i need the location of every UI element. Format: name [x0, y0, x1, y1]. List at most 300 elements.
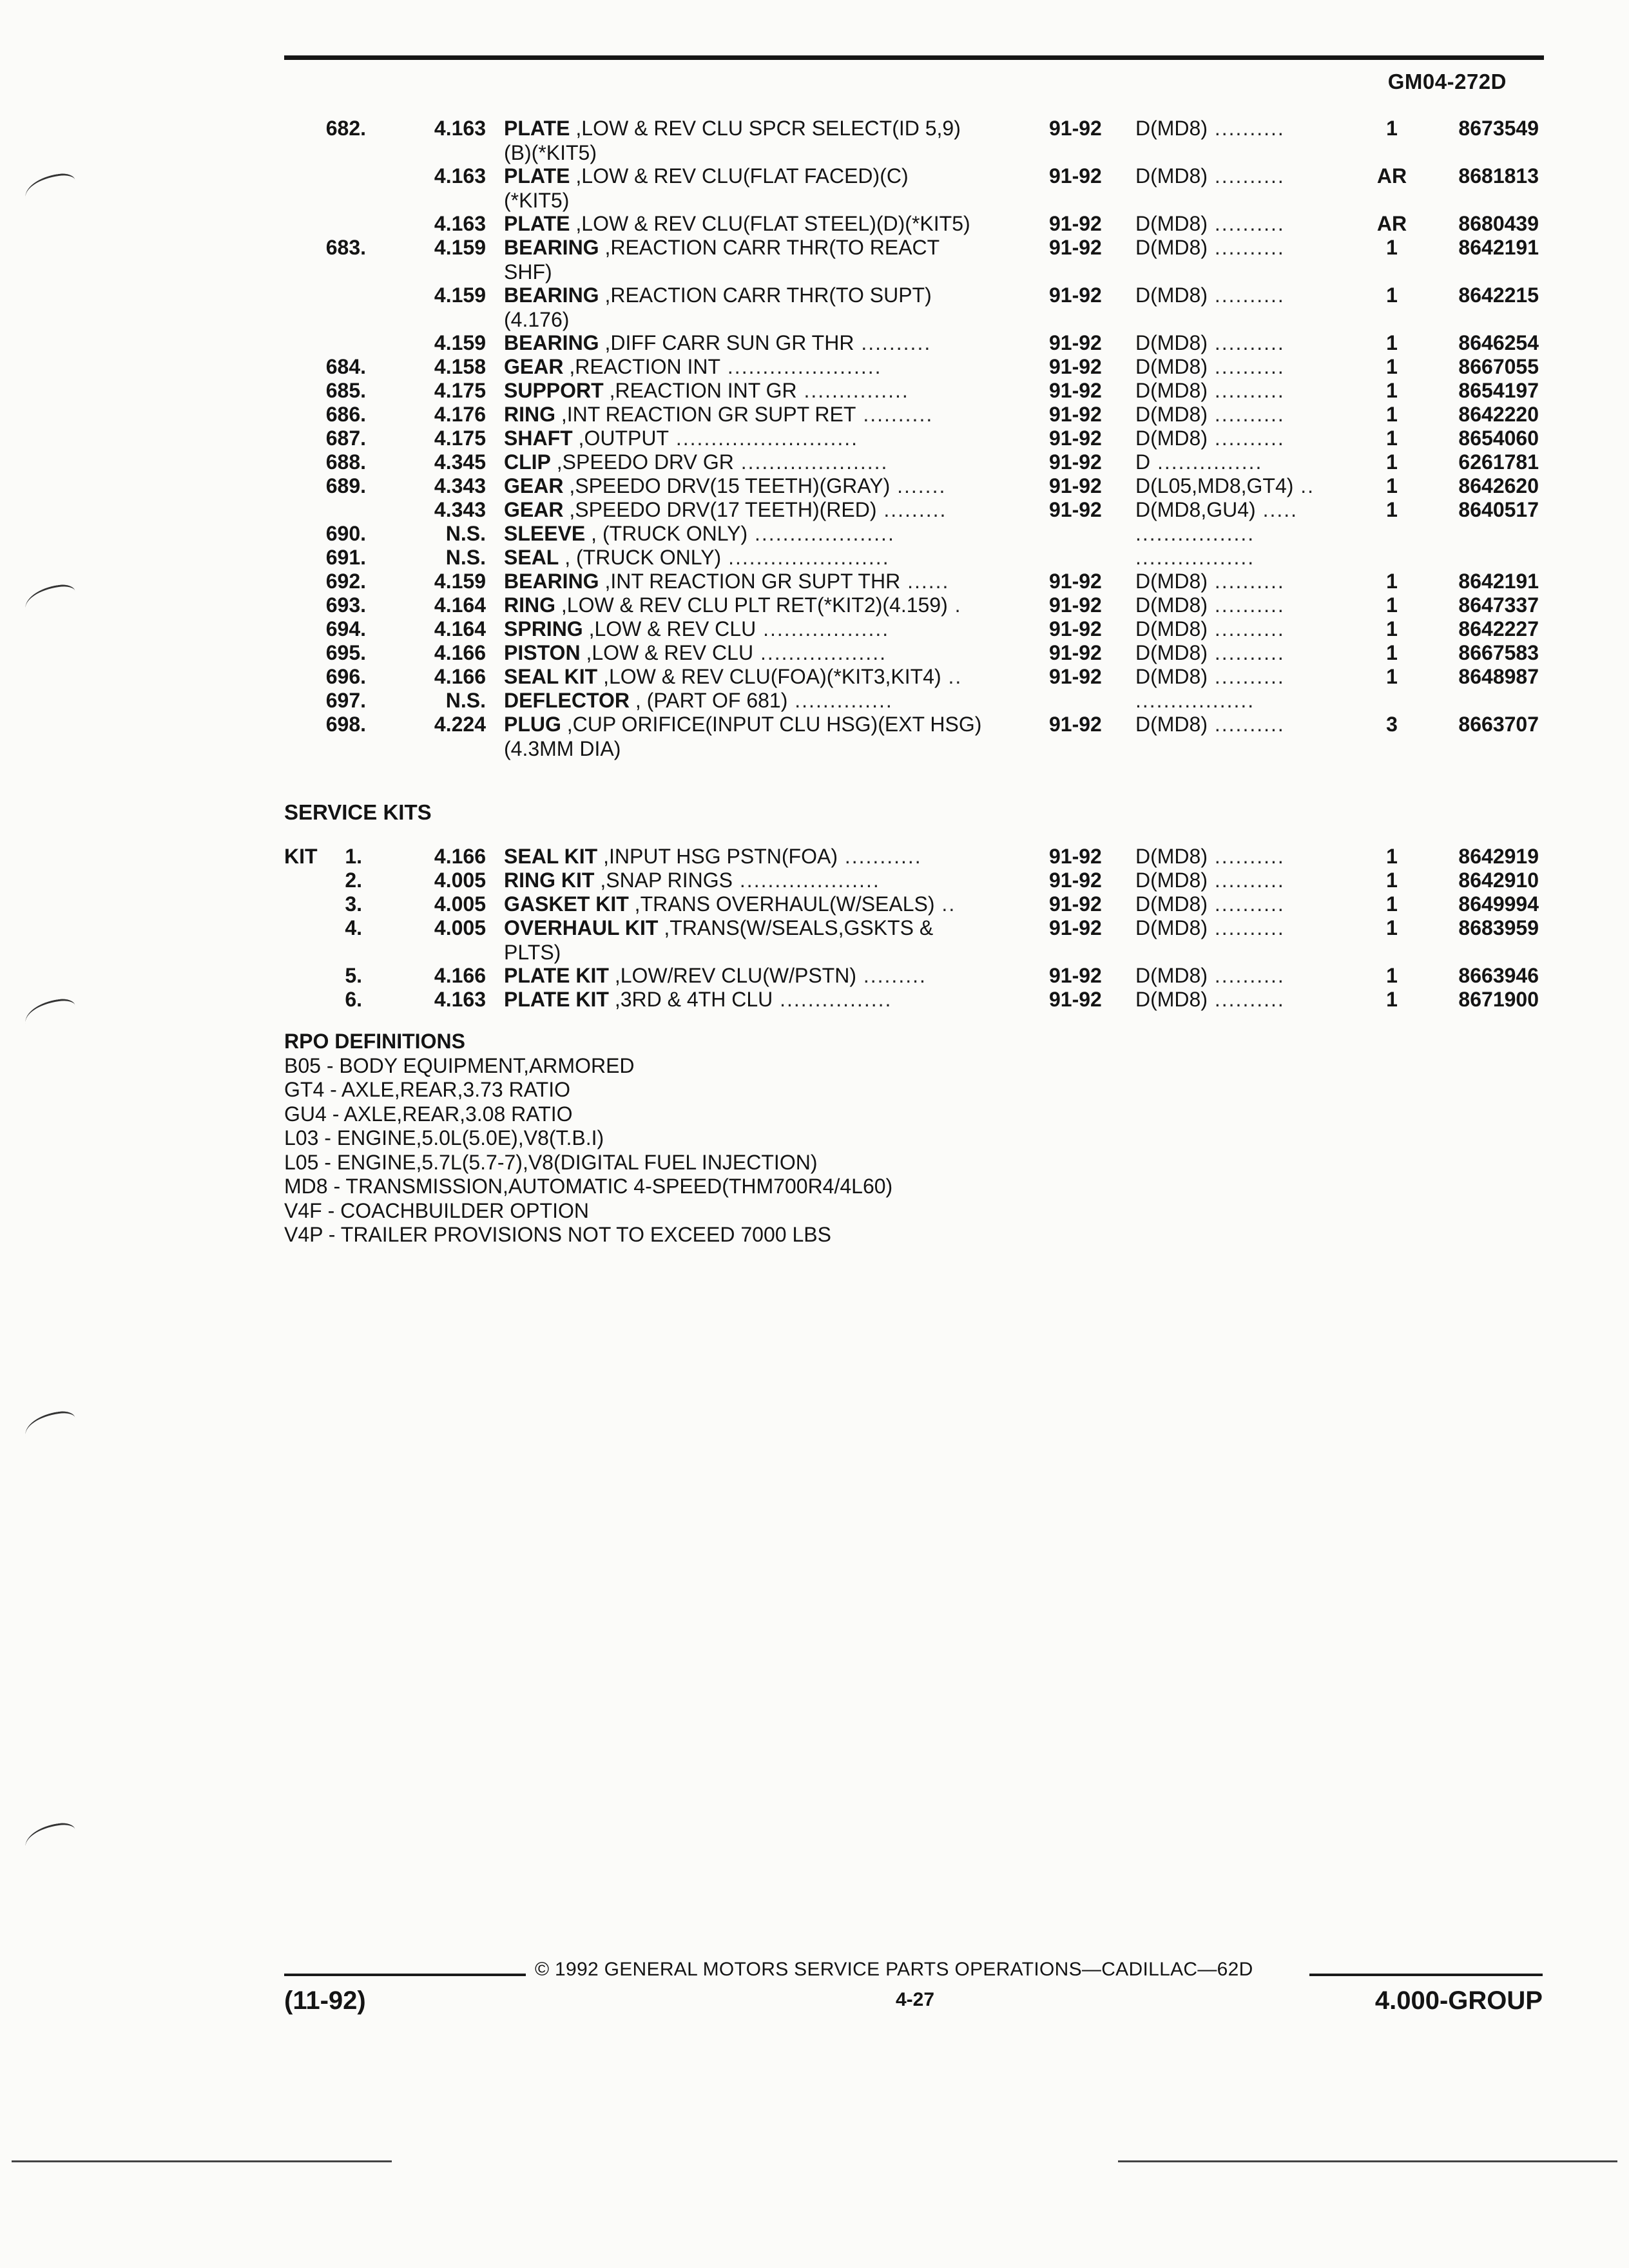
usage-code: [1135, 164, 1354, 188]
part-detail: ,INT REACTION GR SUPT RET: [555, 403, 856, 426]
part-detail: ,CUP ORIFICE(INPUT CLU HSG)(EXT HSG): [561, 713, 982, 736]
usage-value: D(MD8): [1135, 117, 1208, 140]
part-name: GEAR: [504, 498, 564, 521]
group-number: 4.005: [434, 869, 486, 892]
leader-dots: ..........: [856, 403, 934, 426]
part-detail: ,REACTION CARR THR(TO SUPT): [599, 284, 932, 307]
part-detail: ,DIFF CARR SUN GR THR: [599, 331, 854, 354]
kit-row: [0, 844, 1629, 870]
model-years: 91-92: [1049, 845, 1102, 868]
leader-dots: .........: [856, 964, 927, 987]
rpo-title: RPO DEFINITIONS: [284, 1030, 465, 1053]
usage-value: D: [1135, 450, 1151, 474]
quantity: 1: [1386, 355, 1398, 378]
reference-number: 684.: [325, 355, 366, 378]
rpo-definition: V4F - COACHBUILDER OPTION: [284, 1198, 589, 1222]
description-line: [504, 892, 1032, 916]
description-continuation: (B)(*KIT5): [504, 141, 597, 164]
part-name: BEARING: [504, 284, 599, 307]
part-description: [504, 331, 1032, 355]
part-name: GASKET KIT: [504, 892, 629, 916]
part-number: 8642919: [1458, 845, 1539, 868]
part-number: 8681813: [1458, 164, 1539, 187]
usage-code: [1135, 987, 1354, 1012]
part-row: [0, 116, 1629, 164]
part-detail: ,SPEEDO DRV GR: [550, 450, 734, 474]
part-detail: ,SNAP RINGS: [594, 869, 733, 892]
part-number: 8667055: [1458, 355, 1539, 378]
part-row: [0, 593, 1629, 619]
quantity: 1: [1386, 403, 1398, 426]
binder-hole-mark: [23, 1410, 77, 1445]
group-number: 4.159: [434, 570, 486, 593]
rpo-definitions: [284, 1030, 892, 1247]
leader-dots: .....................: [733, 450, 889, 474]
leader-dots: .........: [876, 498, 947, 521]
bottom-rule-right: [1118, 2160, 1617, 2162]
part-detail: ,3RD & 4TH CLU: [608, 988, 773, 1011]
part-number: 8673549: [1458, 117, 1539, 140]
group-number: 4.163: [434, 117, 486, 140]
group-number: N.S.: [445, 546, 486, 569]
usage-dots: ..........: [1207, 212, 1285, 235]
description-line: [504, 664, 1032, 689]
quantity: 1: [1386, 665, 1398, 688]
usage-value: D(MD8): [1135, 617, 1208, 640]
kit-row: [0, 916, 1629, 964]
model-years: 91-92: [1049, 964, 1102, 987]
rpo-definition: L05 - ENGINE,5.7L(5.7-7),V8(DIGITAL FUEL INJECTION): [284, 1150, 818, 1174]
usage-code: [1135, 211, 1354, 236]
usage-code: [1135, 712, 1354, 736]
part-number: 6261781: [1458, 450, 1539, 474]
model-years: 91-92: [1049, 665, 1102, 688]
kit-label: KIT: [284, 845, 318, 868]
description-line: [504, 497, 1032, 522]
usage-dots: ..........: [1207, 713, 1285, 736]
group-number: 4.343: [434, 474, 486, 497]
usage-value: D(MD8): [1135, 284, 1208, 307]
usage-dots: ..........: [1207, 665, 1285, 688]
description-line: [504, 450, 1032, 474]
group-number: 4.345: [434, 450, 486, 474]
model-years: 91-92: [1049, 498, 1102, 521]
model-years: 91-92: [1049, 641, 1102, 664]
usage-dots: ..........: [1207, 570, 1285, 593]
description-line: [504, 712, 1032, 736]
group-number: 4.163: [434, 164, 486, 187]
part-number: 8654197: [1458, 379, 1539, 402]
reference-number: 693.: [325, 593, 366, 617]
description-line: [504, 987, 1032, 1012]
usage-code: [1135, 521, 1354, 546]
part-number: 8642191: [1458, 236, 1539, 259]
leader-dots: ...........: [837, 845, 922, 868]
reference-number: 688.: [325, 450, 366, 474]
quantity: 1: [1386, 117, 1398, 140]
part-detail: , (TRUCK ONLY): [585, 522, 748, 545]
part-number: 8642215: [1458, 284, 1539, 307]
part-detail: ,LOW & REV CLU: [583, 617, 757, 640]
group-number: 4.159: [434, 331, 486, 354]
part-number: 8654060: [1458, 427, 1539, 450]
part-description: [504, 497, 1032, 522]
description-line: [504, 235, 1032, 260]
reference-number: 689.: [325, 474, 366, 497]
usage-value: D(MD8): [1135, 964, 1208, 987]
description-line: [504, 868, 1032, 892]
part-detail: ,TRANS OVERHAUL(W/SEALS): [628, 892, 935, 916]
description-line: [504, 331, 1032, 355]
footer-rule-left: [284, 1974, 526, 1976]
part-number: 8671900: [1458, 988, 1539, 1011]
group-number: N.S.: [445, 522, 486, 545]
reference-number: 692.: [325, 570, 366, 593]
part-number: 8642910: [1458, 869, 1539, 892]
group-number: 4.166: [434, 641, 486, 664]
usage-value: D(MD8): [1135, 355, 1208, 378]
part-row: [0, 497, 1629, 523]
usage-value: D(MD8): [1135, 641, 1208, 664]
service-kits-title: SERVICE KITS: [284, 800, 432, 824]
group-number: 4.159: [434, 284, 486, 307]
usage-dots: ..........: [1207, 355, 1285, 378]
part-name: RING: [504, 403, 555, 426]
leader-dots: .: [947, 593, 962, 617]
quantity: 1: [1386, 331, 1398, 354]
leader-dots: .......: [890, 474, 947, 497]
usage-value: D(MD8): [1135, 845, 1208, 868]
usage-code: [1135, 545, 1354, 570]
part-description: [504, 640, 1032, 665]
part-detail: ,LOW & REV CLU(FOA)(*KIT3,KIT4): [597, 665, 941, 688]
part-row: [0, 354, 1629, 380]
part-row: [0, 450, 1629, 476]
quantity: AR: [1376, 212, 1407, 235]
part-description: [504, 426, 1032, 450]
part-description: [504, 283, 1032, 332]
reference-number: 691.: [325, 546, 366, 569]
usage-code: [1135, 868, 1354, 892]
leader-dots: ....................: [747, 522, 895, 545]
part-name: SPRING: [504, 617, 583, 640]
kit-row: [0, 987, 1629, 1013]
part-description: [504, 378, 1032, 403]
usage-code: [1135, 844, 1354, 869]
usage-dots: ..........: [1207, 641, 1285, 664]
quantity: 1: [1386, 845, 1398, 868]
part-number: 8683959: [1458, 916, 1539, 939]
usage-dots: ..........: [1207, 331, 1285, 354]
kit-number: 4.: [345, 916, 362, 939]
leader-dots: ..........................: [668, 427, 859, 450]
model-years: 91-92: [1049, 474, 1102, 497]
description-continuation: PLTS): [504, 941, 561, 964]
usage-code: [1135, 617, 1354, 641]
part-number: 8647337: [1458, 593, 1539, 617]
kit-row: [0, 963, 1629, 989]
model-years: 91-92: [1049, 284, 1102, 307]
part-description: [504, 916, 1032, 965]
model-years: 91-92: [1049, 355, 1102, 378]
part-description: [504, 664, 1032, 689]
part-name: GEAR: [504, 474, 564, 497]
description-line: [504, 844, 1032, 869]
usage-code: [1135, 497, 1354, 522]
part-description: [504, 474, 1032, 498]
part-detail: ,REACTION INT: [563, 355, 721, 378]
part-name: SUPPORT: [504, 379, 604, 402]
usage-dots: ..: [1293, 474, 1315, 497]
usage-dots: ..........: [1207, 617, 1285, 640]
group-number: 4.166: [434, 665, 486, 688]
quantity: 1: [1386, 988, 1398, 1011]
leader-dots: ................: [773, 988, 892, 1011]
leader-dots: ..: [941, 665, 963, 688]
leader-dots: ..........: [854, 331, 932, 354]
part-name: PLATE: [504, 117, 570, 140]
part-name: PISTON: [504, 641, 581, 664]
usage-code: [1135, 426, 1354, 450]
model-years: 91-92: [1049, 331, 1102, 354]
model-years: 91-92: [1049, 450, 1102, 474]
part-detail: ,OUTPUT: [572, 427, 669, 450]
reference-number: 682.: [325, 117, 366, 140]
part-number: 8642620: [1458, 474, 1539, 497]
part-row: [0, 664, 1629, 690]
description-line: [504, 283, 1032, 307]
usage-code: [1135, 474, 1354, 498]
part-description: [504, 688, 1032, 713]
usage-code: [1135, 331, 1354, 355]
part-row: [0, 640, 1629, 666]
usage-code: [1135, 963, 1354, 988]
part-row: [0, 474, 1629, 499]
part-number: 8642227: [1458, 617, 1539, 640]
reference-number: 696.: [325, 665, 366, 688]
kit-row: [0, 868, 1629, 894]
part-name: SHAFT: [504, 427, 573, 450]
description-line: [504, 521, 1032, 546]
part-row: [0, 712, 1629, 760]
group-number: 4.005: [434, 892, 486, 916]
usage-dots: ..........: [1207, 892, 1285, 916]
leader-dots: ......................: [720, 355, 882, 378]
reference-number: 697.: [325, 689, 366, 712]
footer-date: (11-92): [284, 1986, 366, 2015]
quantity: 1: [1386, 570, 1398, 593]
part-row: [0, 545, 1629, 571]
model-years: 91-92: [1049, 892, 1102, 916]
usage-code: [1135, 916, 1354, 940]
usage-value: D(MD8): [1135, 212, 1208, 235]
part-description: [504, 164, 1032, 213]
part-name: RING KIT: [504, 869, 595, 892]
part-name: SEAL: [504, 546, 559, 569]
usage-value: D(MD8): [1135, 164, 1208, 187]
usage-code: [1135, 640, 1354, 665]
part-description: [504, 402, 1032, 427]
group-number: 4.166: [434, 964, 486, 987]
part-name: DEFLECTOR: [504, 689, 630, 712]
usage-value: D(MD8): [1135, 403, 1208, 426]
part-name: GEAR: [504, 355, 564, 378]
part-name: SEAL KIT: [504, 845, 598, 868]
footer-group: 4.000-GROUP: [1374, 1986, 1543, 2015]
part-description: [504, 593, 1032, 617]
description-line: [504, 211, 1032, 236]
part-number: 8680439: [1458, 212, 1539, 235]
quantity: 3: [1386, 713, 1398, 736]
usage-dots: .................: [1135, 546, 1255, 569]
usage-dots: ..........: [1207, 403, 1285, 426]
usage-value: D(MD8): [1135, 379, 1208, 402]
quantity: 1: [1386, 236, 1398, 259]
part-number: 8663946: [1458, 964, 1539, 987]
usage-dots: ..........: [1207, 284, 1285, 307]
part-description: [504, 987, 1032, 1012]
footer-copyright: © 1992 GENERAL MOTORS SERVICE PARTS OPERATIONS—CADILLAC—62D: [535, 1959, 1253, 1980]
part-row: [0, 426, 1629, 452]
group-number: 4.343: [434, 498, 486, 521]
leader-dots: ..................: [753, 641, 887, 664]
usage-dots: ..........: [1207, 988, 1285, 1011]
usage-code: [1135, 402, 1354, 427]
reference-number: 694.: [325, 617, 366, 640]
part-name: BEARING: [504, 236, 599, 259]
part-detail: ,LOW & REV CLU(FLAT FACED)(C): [570, 164, 909, 187]
usage-code: [1135, 378, 1354, 403]
model-years: 91-92: [1049, 379, 1102, 402]
model-years: 91-92: [1049, 988, 1102, 1011]
model-years: 91-92: [1049, 212, 1102, 235]
group-number: 4.158: [434, 355, 486, 378]
usage-dots: ..........: [1207, 916, 1285, 939]
usage-code: [1135, 593, 1354, 617]
quantity: 1: [1386, 498, 1398, 521]
description-continuation: (*KIT5): [504, 189, 570, 212]
part-number: 8667583: [1458, 641, 1539, 664]
rpo-definition: L03 - ENGINE,5.0L(5.0E),V8(T.B.I): [284, 1126, 604, 1149]
usage-dots: ...............: [1150, 450, 1263, 474]
group-number: 4.166: [434, 845, 486, 868]
part-description: [504, 354, 1032, 379]
reference-number: 687.: [325, 427, 366, 450]
part-name: SLEEVE: [504, 522, 586, 545]
description-line: [504, 378, 1032, 403]
usage-code: [1135, 450, 1354, 474]
group-number: N.S.: [445, 689, 486, 712]
usage-value: D(MD8): [1135, 916, 1208, 939]
part-number: 8642220: [1458, 403, 1539, 426]
part-row: [0, 569, 1629, 595]
part-description: [504, 617, 1032, 641]
part-row: [0, 688, 1629, 714]
part-detail: ,LOW & REV CLU: [580, 641, 754, 664]
part-name: CLIP: [504, 450, 551, 474]
description-line: [504, 474, 1032, 498]
kit-number: 2.: [345, 869, 362, 892]
part-name: PLATE KIT: [504, 964, 609, 987]
description-continuation: (4.3MM DIA): [504, 737, 621, 760]
model-years: 91-92: [1049, 713, 1102, 736]
quantity: 1: [1386, 379, 1398, 402]
usage-code: [1135, 569, 1354, 593]
part-number: 8663707: [1458, 713, 1539, 736]
part-name: BEARING: [504, 570, 599, 593]
model-years: 91-92: [1049, 916, 1102, 939]
model-years: 91-92: [1049, 164, 1102, 187]
leader-dots: ......: [900, 570, 950, 593]
usage-dots: .................: [1135, 689, 1255, 712]
usage-value: D(MD8,GU4): [1135, 498, 1256, 521]
model-years: 91-92: [1049, 117, 1102, 140]
part-row: [0, 521, 1629, 547]
part-detail: ,SPEEDO DRV(15 TEETH)(GRAY): [563, 474, 891, 497]
description-line: [504, 116, 1032, 140]
footer-rule-right: [1309, 1974, 1543, 1976]
part-description: [504, 521, 1032, 546]
part-name: PLATE KIT: [504, 988, 609, 1011]
part-detail: ,LOW & REV CLU(FLAT STEEL)(D)(*KIT5): [570, 212, 970, 235]
group-number: 4.159: [434, 236, 486, 259]
usage-dots: .................: [1135, 522, 1255, 545]
part-name: OVERHAUL KIT: [504, 916, 659, 939]
rpo-definition: GU4 - AXLE,REAR,3.08 RATIO: [284, 1102, 573, 1126]
part-row: [0, 235, 1629, 284]
usage-dots: ..........: [1207, 593, 1285, 617]
quantity: 1: [1386, 869, 1398, 892]
kit-number: 5.: [345, 964, 362, 987]
part-detail: ,REACTION CARR THR(TO REACT: [599, 236, 940, 259]
part-description: [504, 211, 1032, 236]
usage-dots: .....: [1255, 498, 1298, 521]
reference-number: 690.: [325, 522, 366, 545]
reference-number: 695.: [325, 641, 366, 664]
leader-dots: ..: [934, 892, 956, 916]
part-description: [504, 569, 1032, 593]
description-line: [504, 569, 1032, 593]
description-line: [504, 640, 1032, 665]
usage-code: [1135, 283, 1354, 307]
quantity: 1: [1386, 284, 1398, 307]
part-number: 8642191: [1458, 570, 1539, 593]
usage-dots: ..........: [1207, 164, 1285, 187]
kit-number: 6.: [345, 988, 362, 1011]
part-row: [0, 402, 1629, 428]
quantity: 1: [1386, 916, 1398, 939]
kit-number: 1.: [345, 845, 362, 868]
part-detail: , (TRUCK ONLY): [559, 546, 722, 569]
leader-dots: ..............: [787, 689, 893, 712]
usage-value: D(MD8): [1135, 713, 1208, 736]
part-name: PLUG: [504, 713, 561, 736]
quantity: 1: [1386, 427, 1398, 450]
part-row: [0, 283, 1629, 331]
part-description: [504, 712, 1032, 761]
usage-value: D(MD8): [1135, 593, 1208, 617]
leader-dots: .......................: [721, 546, 890, 569]
usage-code: [1135, 116, 1354, 140]
usage-value: D(MD8): [1135, 665, 1208, 688]
usage-code: [1135, 235, 1354, 260]
quantity: 1: [1386, 964, 1398, 987]
part-row: [0, 211, 1629, 237]
part-detail: ,SPEEDO DRV(17 TEETH)(RED): [563, 498, 877, 521]
usage-code: [1135, 354, 1354, 379]
kit-number: 3.: [345, 892, 362, 916]
group-number: 4.175: [434, 427, 486, 450]
